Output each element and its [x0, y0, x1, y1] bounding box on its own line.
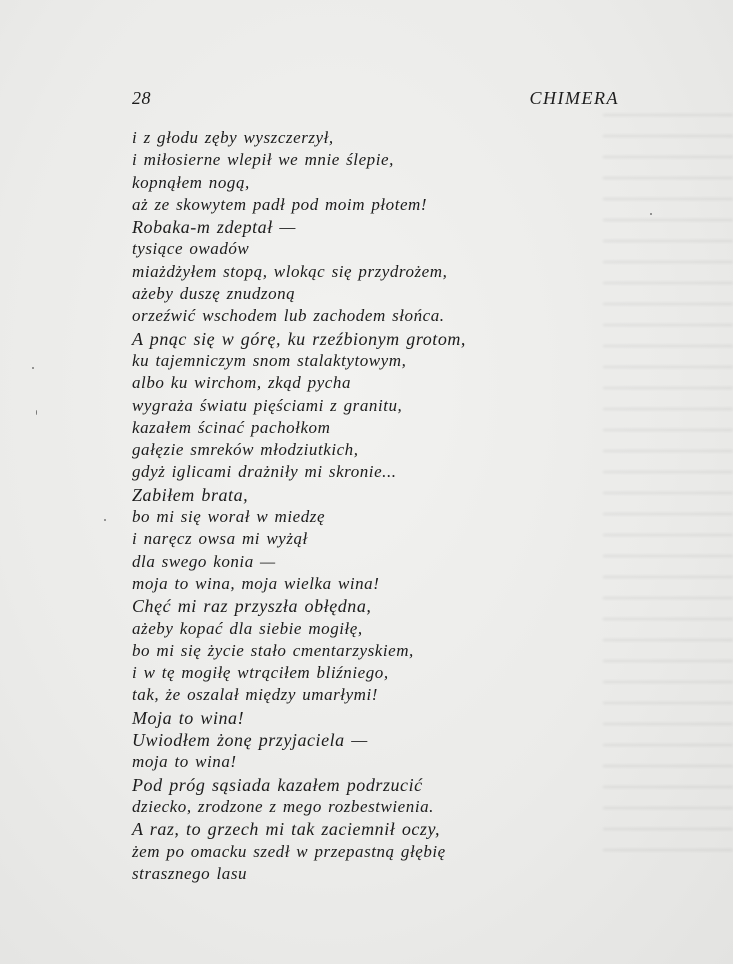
- poem-line: aż ze skowytem padł pod moim płotem!: [132, 194, 428, 214]
- running-head: CHIMERA: [529, 88, 619, 108]
- page-number: 28: [132, 88, 151, 108]
- poem-line: bo mi się życie stało cmentarzyskiem,: [132, 640, 414, 660]
- poem-line: Moja to wina!: [132, 707, 245, 728]
- paper-speck: [32, 367, 34, 369]
- poem-line: Zabiłem brata,: [132, 484, 249, 505]
- poem-line: albo ku wirchom, zkąd pycha: [132, 373, 351, 393]
- poem-line: tysiące owadów: [132, 239, 250, 259]
- poem-line: i miłosierne wlepił we mnie ślepie,: [132, 150, 394, 170]
- poem-line: wygraża światu pięściami z granitu,: [132, 395, 403, 415]
- show-through-text: [603, 100, 733, 860]
- poem-line: tak, że oszalał między umarłymi!: [132, 685, 378, 705]
- poem-line: i naręcz owsa mi wyżął: [132, 529, 308, 549]
- poem-line: żem po omacku szedł w przepastną głębię: [132, 841, 446, 861]
- poem-line: Pod próg sąsiada kazałem podrzucić: [132, 774, 423, 795]
- poem-line: Uwiodłem żonę przyjaciela —: [132, 730, 368, 751]
- poem-line: gdyż iglicami drażniły mi skronie...: [132, 462, 397, 482]
- paper-speck: [650, 213, 652, 215]
- poem-line: ażeby duszę znudzoną: [132, 284, 296, 304]
- poem-line: dziecko, zrodzone z mego rozbestwienia.: [132, 796, 434, 816]
- paper-speck: [36, 410, 37, 415]
- poem-line: strasznego lasu: [132, 863, 248, 883]
- poem-line: bo mi się worał w miedzę: [132, 507, 326, 527]
- poem-line: ażeby kopać dla siebie mogiłę,: [132, 618, 363, 638]
- poem-line: Chęć mi raz przyszła obłędna,: [132, 596, 372, 617]
- poem-line: dla swego konia —: [132, 551, 276, 571]
- poem-line: gałęzie smreków młodziutkich,: [132, 440, 359, 460]
- poem-text: [132, 127, 466, 885]
- poem-line: moja to wina, moja wielka wina!: [132, 573, 380, 593]
- poem-line: Robaka-m zdeptał —: [132, 217, 296, 238]
- poem-line: orzeźwić wschodem lub zachodem słońca.: [132, 306, 445, 326]
- poem-line: miażdżyłem stopą, wlokąc się przydrożem,: [132, 261, 448, 281]
- poem-line: moja to wina!: [132, 752, 237, 772]
- poem-line: kopnąłem nogą,: [132, 172, 250, 192]
- poem-line: ku tajemniczym snom stalaktytowym,: [132, 350, 407, 370]
- paper-speck: [104, 519, 106, 521]
- poem-line: A pnąc się w górę, ku rzeźbionym grotom,: [132, 328, 466, 349]
- poem-line: kazałem ścinać pachołkom: [132, 417, 331, 437]
- poem-line: A raz, to grzech mi tak zaciemnił oczy,: [132, 819, 441, 840]
- poem-line: i z głodu zęby wyszczerzył,: [132, 128, 334, 147]
- poem-line: i w tę mogiłę wtrąciłem bliźniego,: [132, 663, 389, 683]
